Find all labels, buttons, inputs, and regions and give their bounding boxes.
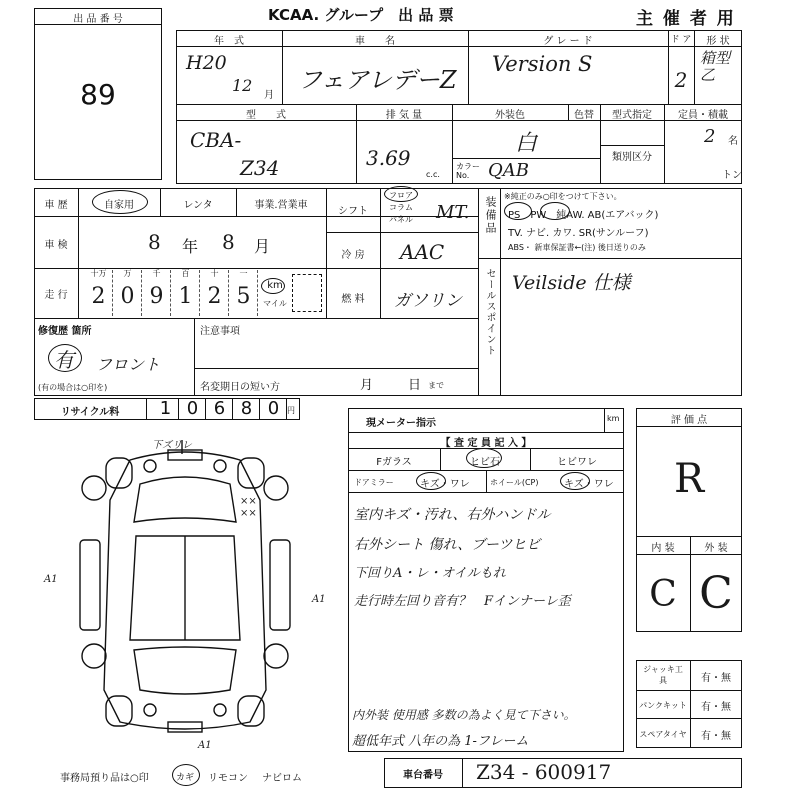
equipment-line3: ABS・ 新車保証書←(注) 後日送りのみ (508, 243, 646, 252)
recycle-digit: 0 (267, 398, 280, 419)
mileage-label: 走 行 (44, 290, 68, 301)
shift-value: MT. (436, 202, 470, 223)
inspection-month-unit: 月 (254, 237, 271, 256)
recycle-digit: 8 (240, 398, 253, 419)
inspector-note-2: 右外シート 傷れ、ブーツヒビ (354, 537, 541, 553)
exterior-color-label: 外装色 (495, 110, 525, 121)
deadline-label: 名変期日の短い方 (200, 382, 280, 393)
mileage-digit: 2 (207, 284, 222, 309)
deadline-day: 日 (408, 378, 422, 393)
mileage-digit-label: 一 (239, 269, 248, 278)
diagram-xx-marks: ×× ×× (240, 496, 257, 519)
ac-label: 冷 房 (341, 250, 365, 261)
vin-label: 車台番号 (403, 770, 443, 781)
model-label: 型 式 (246, 110, 286, 121)
year-month: 12 (232, 76, 253, 95)
year-month-unit: 月 (264, 90, 274, 101)
interior-value: C (649, 574, 677, 615)
repair-label: 修復歴 箇所 (38, 326, 92, 337)
inspection-label: 車 検 (44, 240, 68, 251)
ac-value: AAC (400, 240, 445, 264)
inspection-year: 8 (148, 230, 161, 254)
meter-km: km (607, 414, 620, 423)
door-mirror-opts: キズ・ワレ (420, 479, 470, 490)
item-key-circle (172, 764, 200, 786)
mileage-digit-label: 千 (152, 269, 161, 278)
capacity-value: 2 (704, 126, 716, 147)
grade-value: Version S (492, 52, 593, 76)
recycle-digit: 1 (159, 398, 172, 419)
consignment-legend: 事務局預り品は○印 (60, 773, 149, 784)
load-unit: トン (722, 170, 742, 181)
fglass-hibi: ヒビ石 (470, 457, 500, 468)
inspector-note-6: 超低年式 八年の為 1-フレーム (352, 734, 529, 749)
diagram-top-label: 下ズリレ (152, 440, 192, 451)
fglass-hibiware: ヒビワレ (557, 457, 597, 468)
inspector-title: 【 査 定 員 記 入 】 (440, 438, 532, 449)
history-rental: レンタ (183, 200, 213, 211)
equipment-line1: PS PW 純AW. AB(エアバック) (508, 210, 659, 221)
history-private-use: 自家用 (104, 200, 134, 211)
diagram-a1-bottom: A1 (198, 740, 212, 751)
displacement-unit: c.c. (426, 170, 440, 179)
wheel-circle (560, 472, 590, 490)
color-change-label: 色替 (574, 110, 594, 121)
inspector-note-3: 下回りA・レ・オイルもれ (354, 566, 506, 581)
mileage-digit-label: 十万 (90, 269, 107, 278)
mileage-digit: 0 (120, 284, 135, 309)
inspector-note-5: 内外装 使用感 多数の為よく見て下さい。 (352, 708, 576, 722)
host-use-label: 主 催 者 用 (636, 9, 736, 29)
sales-point-label: セールスポイント (484, 268, 495, 356)
spare-tire-label: スペアタイヤ (639, 730, 687, 739)
ps-circle (504, 202, 532, 220)
recycle-digit: 6 (213, 398, 226, 419)
inspector-note-1: 室内キズ・汚れ、右外ハンドル (354, 507, 551, 523)
inspector-note-4: 走行時左回り音有？ Fインナーレ歪 (354, 594, 571, 609)
year-label: 年 式 (214, 36, 244, 47)
car-name-label: 車 名 (355, 36, 395, 47)
mileage-digit-label: 万 (123, 269, 132, 278)
model-prefix: CBA- (190, 128, 242, 152)
displacement-label: 排 気 量 (385, 110, 423, 121)
diagram-a1-left: A1 (44, 574, 58, 585)
km-label: km (267, 280, 283, 291)
jack-value: 有・無 (701, 673, 731, 684)
meter-label: 現メーター指示 (366, 418, 436, 429)
recycle-digit: 0 (186, 398, 199, 419)
wheel-opts: キズ・ワレ (564, 479, 614, 490)
lot-number: 89 (80, 78, 116, 111)
fglass-label: Fガラス (376, 457, 412, 468)
form-title: KCAA. グループ 出 品 票 (268, 6, 454, 24)
exterior-label: 外 装 (704, 543, 728, 554)
interior-label: 内 装 (651, 543, 675, 554)
equipment-label: 装備品 (484, 196, 497, 235)
vin-value: Z34 - 600917 (476, 760, 612, 784)
car-diagram (70, 440, 300, 750)
repair-value: 有 (54, 348, 74, 372)
spare-tire-value: 有・無 (701, 731, 731, 742)
fuel-label: 燃 料 (341, 294, 365, 305)
item-navi-rom: ナビロム (262, 773, 302, 784)
puncture-kit-value: 有・無 (701, 702, 731, 713)
inspection-month: 8 (222, 230, 235, 254)
jack-label: ジャッキ工具 (643, 665, 683, 685)
mileage-digit: 5 (236, 284, 251, 309)
mileage-digit: 2 (91, 284, 106, 309)
shift-column: コラム (389, 203, 413, 212)
exterior-color-value: 白 (514, 131, 537, 156)
door-mirror-circle (416, 472, 446, 490)
color-no-value: QAB (488, 160, 529, 181)
history-private-circle (92, 190, 148, 214)
type-designation-label: 型式指定 (612, 110, 652, 121)
classification-label: 類別区分 (612, 152, 652, 163)
doors-value: 2 (674, 68, 688, 92)
equipment-note: ※純正のみ○印をつけて下さい。 (504, 192, 622, 201)
car-name: フェアレデーZ (298, 66, 457, 94)
displacement-value: 3.69 (366, 146, 411, 170)
score-value: R (673, 456, 705, 502)
pw-circle (540, 202, 570, 220)
mile-label: マイル (263, 299, 287, 308)
body-type-label: 形 状 (706, 36, 730, 47)
recycle-unit: 円 (287, 406, 295, 415)
door-mirror-label: ドアミラー (354, 478, 394, 487)
fglass-hibi-circle (466, 448, 502, 468)
repair-location: フロント (96, 355, 161, 374)
grade-label: グ レ ー ド (543, 36, 593, 47)
deadline-until: まで (428, 381, 444, 390)
lot-number-label: 出 品 番 号 (73, 14, 123, 25)
fuel-value: ガソリン (394, 291, 462, 311)
item-key: カギ (176, 773, 195, 783)
shift-floor: フロア (389, 191, 413, 200)
item-remote: リモコン (208, 773, 248, 784)
doors-label: ド ア (670, 35, 692, 45)
diagram-a1-right: A1 (312, 594, 326, 605)
notes-label: 注意事項 (200, 326, 240, 337)
inspection-year-unit: 年 (182, 237, 199, 256)
color-no-label: カラー No. (456, 162, 480, 180)
shift-panel: パネル (389, 215, 413, 224)
wheel-label: ホイール(CP) (490, 478, 539, 487)
exterior-value: C (699, 568, 733, 619)
mileage-digit-label: 十 (210, 269, 219, 278)
equipment-line2: TV. ナビ. カワ. SR(サンルーフ) (508, 228, 649, 239)
sales-point-text: Veilside 仕様 (512, 272, 631, 294)
mileage-digit: 9 (149, 284, 164, 309)
shift-label: シフト (338, 206, 368, 217)
puncture-kit-label: パンクキット (639, 701, 687, 710)
score-label: 評 価 点 (670, 415, 708, 426)
capacity-label: 定員・積載 (678, 110, 728, 121)
shift-floor-circle (384, 186, 418, 202)
repair-circle (48, 344, 82, 372)
km-circle (261, 278, 285, 294)
mileage-digit-label: 百 (181, 269, 190, 278)
mileage-digit: 1 (178, 284, 193, 309)
model-code: Z34 (240, 156, 280, 180)
history-label: 車 歴 (44, 200, 68, 211)
deadline-month: 月 (360, 378, 374, 393)
year-era: H20 (186, 52, 227, 74)
recycle-label: リサイクル料 (60, 407, 120, 418)
capacity-unit: 名 (728, 136, 738, 147)
body-type-value: 箱型乙 (700, 49, 731, 84)
history-business: 事業.営業車 (254, 200, 308, 211)
repair-note: (有の場合は○印を) (38, 383, 108, 392)
